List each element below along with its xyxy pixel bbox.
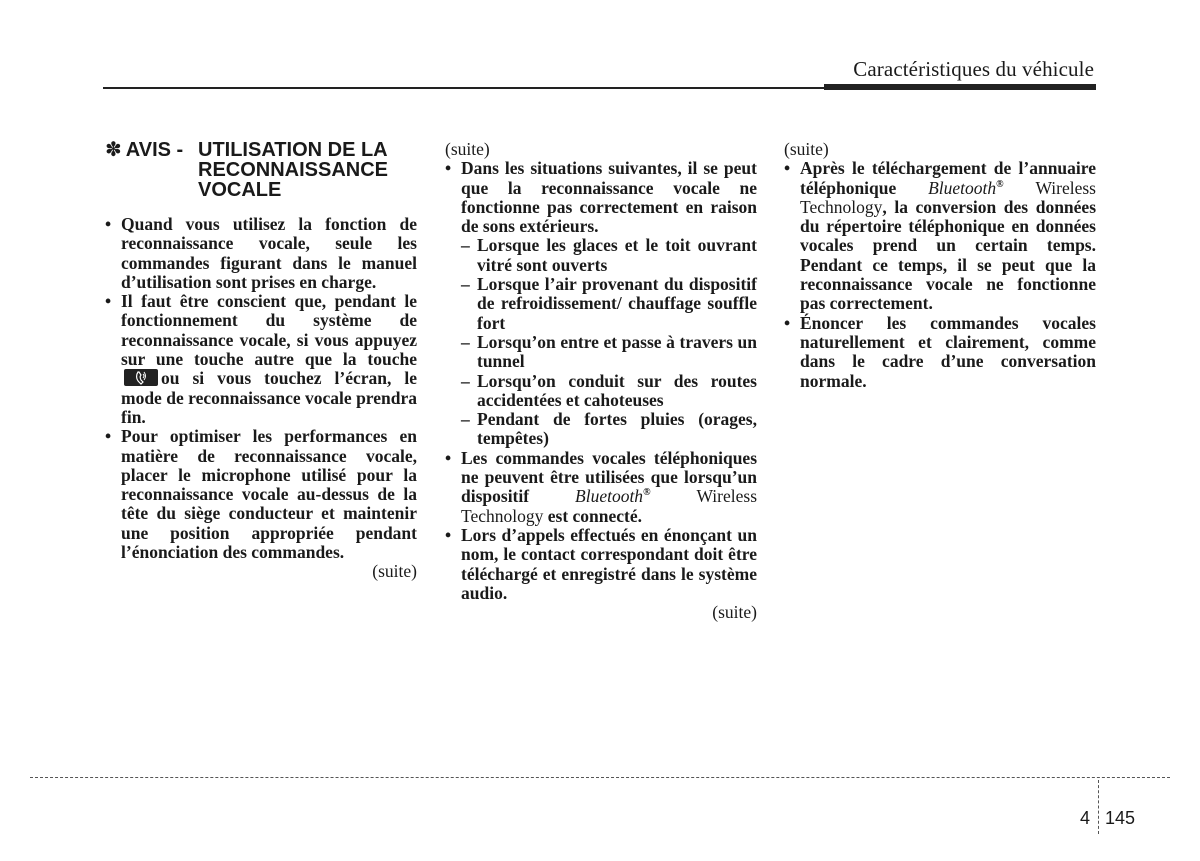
- list-item: [121, 215, 417, 292]
- col2-bullet-2a: Les commandes vocales téléphoniques ne peuvent être utilisées que lorsqu’un dispositif: [461, 447, 757, 507]
- col3-wireless: Wireless Technology: [800, 177, 1096, 217]
- col2-bullet-list: [461, 159, 757, 603]
- notice-lead: [105, 140, 183, 160]
- column-3: [784, 139, 1096, 391]
- footer-divider: [1098, 780, 1099, 834]
- list-item: [800, 314, 1096, 391]
- col2-bullet-3: Lors d’appels effectués en énonçant un nom, le contact correspondant doit être téléchargé et enregistré dans le système audio.: [461, 524, 757, 603]
- col3-suite-head: (suite): [784, 139, 829, 159]
- list-item: [461, 526, 757, 603]
- header-tab-bar: [824, 84, 1096, 90]
- dash-item: – Lorsque les glaces et le toit ouvrant vitré sont ouverts: [461, 236, 757, 275]
- registered-mark: ®: [643, 487, 651, 499]
- list-item: [121, 427, 417, 562]
- notice-lead-text: AVIS -: [125, 139, 184, 161]
- col1-bullet-1: Quand vous utilisez la fonction de reconnaissance vocale, seule les commandes figurant dans le manuel d’utilisation sont prises en charge.: [121, 214, 417, 292]
- header-title: Caractéristiques du véhicule: [853, 57, 1094, 81]
- star-icon: ✽: [105, 139, 122, 161]
- col2-suite-head: (suite): [445, 139, 490, 159]
- notice-title-line2: RECONNAISSANCE: [198, 159, 389, 181]
- dash-item: – Lorsqu’on entre et passe à travers un tunnel: [461, 333, 757, 372]
- dash-item: – Lorsqu’on conduit sur des routes accidentées et cahoteuses: [461, 372, 757, 411]
- col3-bullet-list: [800, 159, 1096, 391]
- column-1: [105, 139, 417, 582]
- notice-title: [105, 139, 417, 201]
- col1-bullet-list: [121, 215, 417, 562]
- page-number: 145: [1105, 808, 1136, 828]
- registered-mark: ®: [996, 178, 1004, 190]
- bluetooth-term: Bluetooth: [928, 177, 997, 198]
- dash-item: – Lorsque l’air provenant du dispositif de refroidissement/ chauffage souffle fort: [461, 275, 757, 333]
- notice-title-line3: VOCALE: [198, 179, 282, 201]
- col3-bullet-2: Énoncer les commandes vocales naturellement et clairement, comme dans le cadre d’une conversation normale.: [800, 312, 1096, 391]
- chapter-number: 4: [1080, 808, 1091, 828]
- col2-suite: (suite): [712, 602, 757, 623]
- column-2: [445, 139, 758, 623]
- col1-suite: (suite): [372, 561, 417, 582]
- voice-talk-icon: [124, 369, 158, 386]
- col2-bullet-2c: est connecté.: [547, 505, 643, 526]
- col1-bullet-3: Pour optimiser les performances en matière de reconnaissance vocale, placer le microphone utilisé pour la reconnaissance vocale au-dessus de la tête du siège conducteur et maintenir une position appropriée pendant l’énonciation des commandes.: [121, 426, 417, 563]
- col2-dash-list: [461, 236, 757, 448]
- list-item: [800, 159, 1096, 313]
- col2-wireless: Wireless Technology: [461, 486, 758, 526]
- col1-bullet-2a: Il faut être conscient que, pendant le fonctionnement du système de reconnaissance vocale, si vous appuyez sur une touche autre que la touche: [121, 291, 417, 370]
- footer-rule: [30, 777, 1170, 778]
- col1-bullet-2b: ou si vous touchez l’écran, le mode de reconnaissance vocale prendra fin.: [121, 368, 417, 427]
- list-item: [121, 292, 417, 427]
- col3-bullet-1a: Après le téléchargement de l’annuaire téléphonique: [800, 158, 1096, 198]
- notice-title-line1: UTILISATION DE LA: [198, 139, 388, 161]
- list-item: [461, 159, 757, 448]
- list-item: [461, 449, 757, 526]
- bluetooth-term: Bluetooth: [575, 486, 644, 507]
- col3-bullet-1c: , la conversion des données du répertoire téléphonique en données vocales prend un certain temps. Pendant ce temps, il se peut que la reconnaissance vocale ne fonctionne pas correctement.: [800, 196, 1096, 314]
- dash-item: – Pendant de fortes pluies (orages, tempêtes): [461, 410, 757, 449]
- col2-bullet-1: Dans les situations suivantes, il se peut que la reconnaissance vocale ne fonctionne pas correctement en raison de sons extérieurs.: [461, 158, 757, 237]
